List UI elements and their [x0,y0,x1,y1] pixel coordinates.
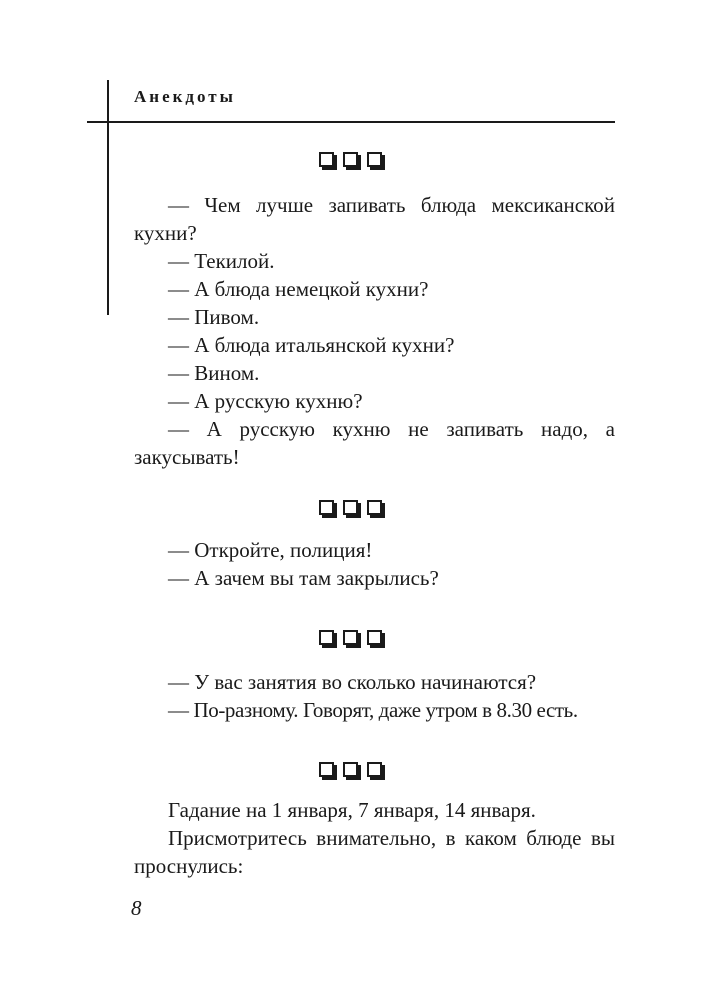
square-ornament-icon [367,152,382,167]
square-ornament-icon [367,500,382,515]
dialogue-line: — Чем лучше запивать блюда мексиканской кухни? [134,193,615,245]
square-ornament-icon [343,762,358,777]
dialogue-line: — А зачем вы там закрылись? [168,566,439,590]
square-ornament-icon [319,762,334,777]
square-ornament-icon [319,500,334,515]
square-ornament-icon [343,630,358,645]
joke-block [134,668,615,724]
header-horizontal-rule [87,121,615,123]
section-separator [0,152,701,167]
dialogue-line: — Откройте, полиция! [168,538,373,562]
dialogue-line: — А русскую кухню? [168,389,363,413]
page-number: 8 [131,896,142,920]
dialogue-line: — А блюда немецкой кухни? [168,277,429,301]
dialogue-line: — По-разному. Говорят, даже утром в 8.30 есть. [168,698,578,722]
dialogue-line: — У вас занятия во сколько начинаются? [168,670,537,694]
text-line: Гадание на 1 января, 7 января, 14 января. [168,798,536,822]
square-ornament-icon [319,152,334,167]
text-line: Присмотритесь внимательно, в каком блюде вы проснулись: [134,826,615,878]
dialogue-line: — Пивом. [168,305,260,329]
dialogue-line: — Текилой. [168,249,275,273]
joke-block [134,796,615,880]
joke-block [134,536,615,592]
running-head: Анекдоты [134,87,236,106]
joke-block [134,191,615,471]
square-ornament-icon [367,630,382,645]
square-ornament-icon [343,152,358,167]
header-vertical-rule [107,80,109,315]
square-ornament-icon [343,500,358,515]
dialogue-line: — А русскую кухню не запивать надо, а закусывать! [134,417,615,469]
section-separator [0,762,701,777]
square-ornament-icon [367,762,382,777]
section-separator [0,500,701,515]
dialogue-line: — А блюда итальянской кухни? [168,333,455,357]
section-separator [0,630,701,645]
dialogue-line: — Вином. [168,361,260,385]
square-ornament-icon [319,630,334,645]
